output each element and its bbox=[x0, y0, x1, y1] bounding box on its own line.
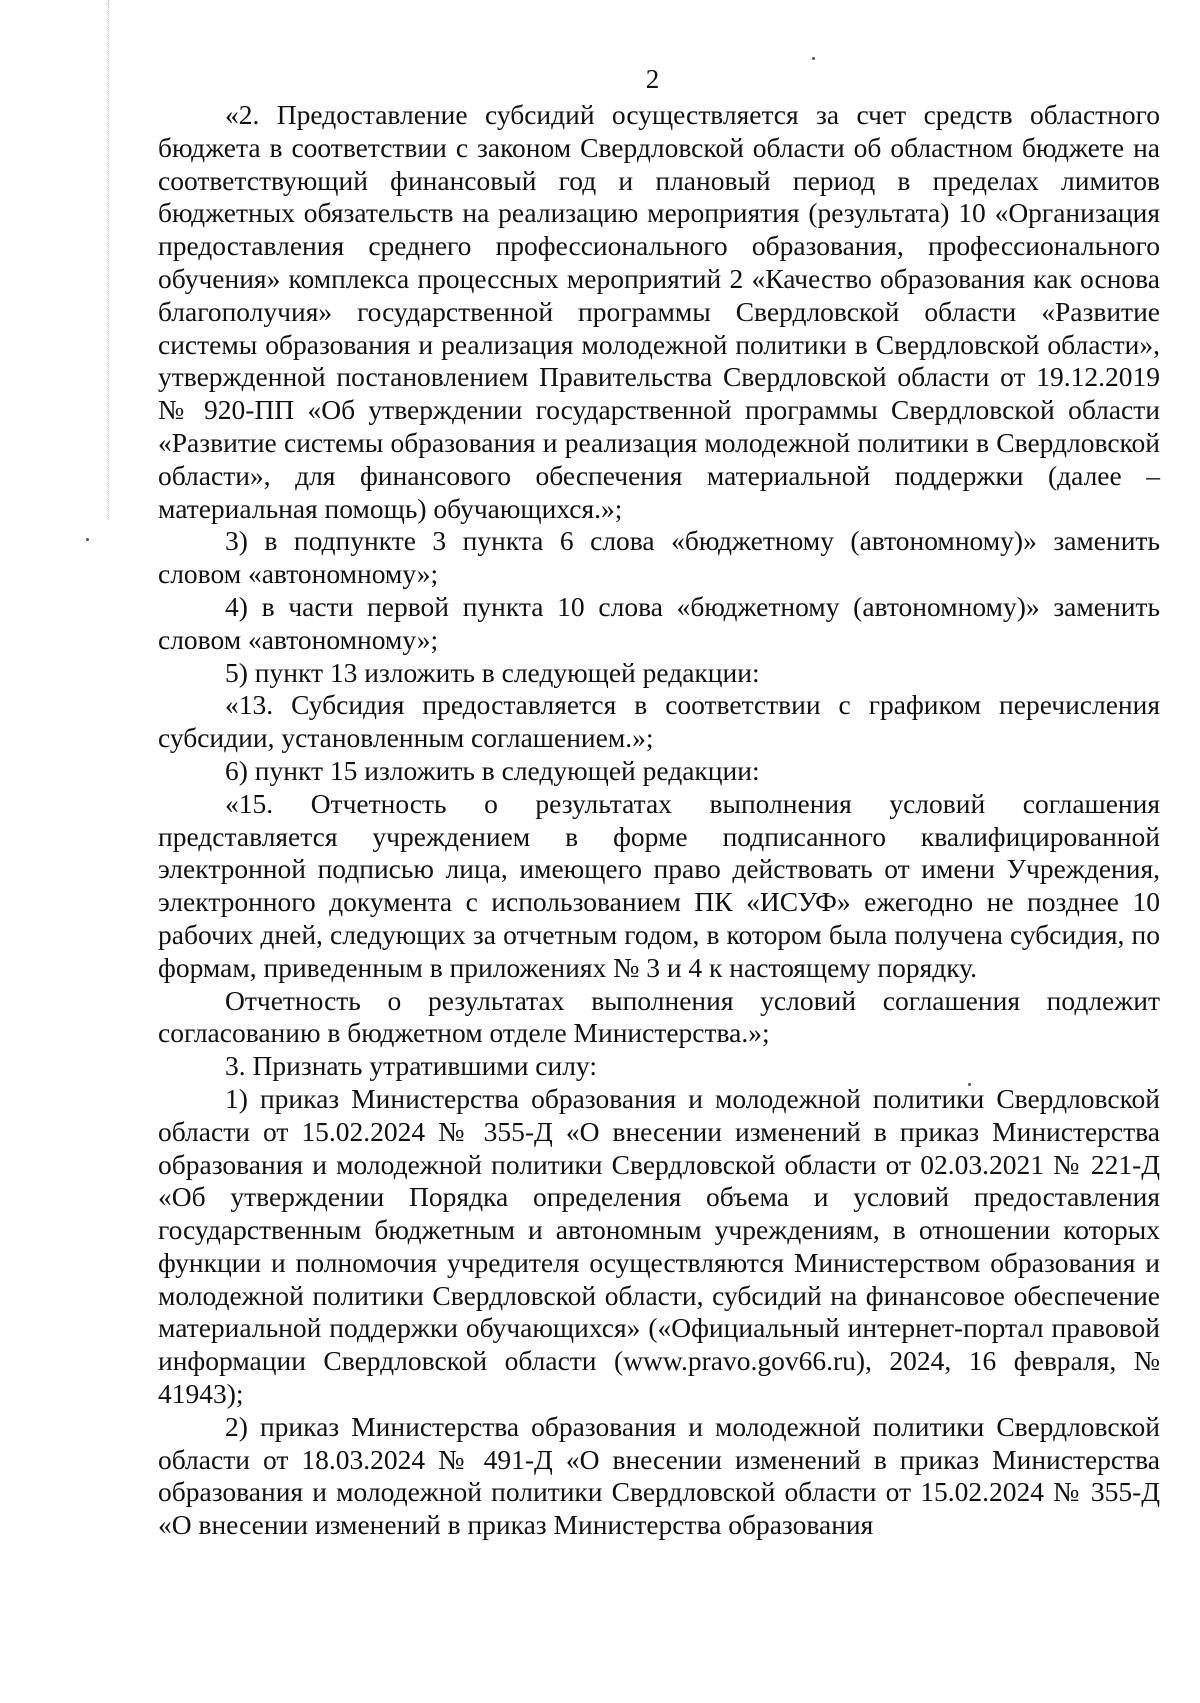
paragraph-section-3: 3. Признать утратившими силу: bbox=[225, 1050, 597, 1082]
paragraph-clause-13: «13. Субсидия предоставляется в соответствии с графиком перечисления субсидии, установленным соглашением.»; bbox=[158, 689, 1160, 754]
paragraph-item-4: 4) в части первой пункта 10 слова «бюджетному (автономному)» заменить словом «автономному»; bbox=[158, 590, 1160, 655]
paragraph-repeal-2: 2) приказ Министерства образования и молодежной политики Свердловской области от 18.03.2024 № 491-Д «О внесении изменений в приказ Министерства образования и молодежной политики Свердловской области от 15.02.2024 № 355-Д «О внесении изменений в приказ Министерства образования bbox=[158, 1410, 1160, 1541]
paragraph-clause-2: «2. Предоставление субсидий осуществляется за счет средств областного бюджета в соответствии с законом Свердловской области об областном бюджете на соответствующий финансовый год и плановый период в пределах лимитов бюджетных обязательств на реализацию мероприятия (результата) 10 «Организация предоставления среднего профессионального образования, профессионального обучения» комплекса процессных мероприятий 2 «Качество образования как основа благополучия» государственной программы Свердловской области «Развитие системы образования и реализация молодежной политики в Свердловской области», утвержденной постановлением Правительства Свердловской области от 19.12.2019 № 920-ПП «Об утверждении государственной программы Свердловской области «Развитие системы образования и реализация молодежной политики в Свердловской области», для финансового обеспечения материальной поддержки (далее – материальная помощь) обучающихся.»; bbox=[158, 99, 1160, 524]
document-body bbox=[158, 99, 1160, 1542]
paragraph-clause-15: «15. Отчетность о результатах выполнения условий соглашения представляется учреждением в форме подписанного квалифицированной электронной подписью лица, имеющего право действовать от имени Учреждения, электронного документа с использованием ПК «ИСУФ» ежегодно не позднее 10 рабочих дней, следующих за отчетным годом, в котором была получена субсидия, по формам, приведенным в приложениях № 3 и 4 к настоящему порядку. bbox=[158, 787, 1160, 983]
paragraph-repeal-1: 1) приказ Министерства образования и молодежной политики Свердловской области от 15.02.2024 № 355-Д «О внесении изменений в приказ Министерства образования и молодежной политики Свердловской области от 02.03.2021 № 221-Д «Об утверждении Порядка определения объема и условий предоставления государственным бюджетным и автономным учреждениям, в отношении которых функции и полномочия учредителя осуществляются Министерством образования и молодежной политики Свердловской области, субсидий на финансовое обеспечение материальной поддержки обучающихся» («Официальный интернет-портал правовой информации Свердловской области (www.pravo.gov66.ru), 2024, 16 февраля, № 41943); bbox=[158, 1082, 1160, 1410]
scan-speck bbox=[86, 538, 89, 541]
paragraph-item-5: 5) пункт 13 изложить в следующей редакции: bbox=[225, 656, 760, 688]
scan-speck bbox=[812, 57, 815, 60]
page-number: 2 bbox=[645, 64, 660, 94]
paragraph-item-3: 3) в подпункте 3 пункта 6 слова «бюджетному (автономному)» заменить словом «автономному»; bbox=[158, 525, 1160, 590]
paragraph-reporting-approval: Отчетность о результатах выполнения условий соглашения подлежит согласованию в бюджетном отделе Министерства.»; bbox=[158, 984, 1160, 1049]
paragraph-item-6: 6) пункт 15 изложить в следующей редакции: bbox=[225, 754, 760, 786]
